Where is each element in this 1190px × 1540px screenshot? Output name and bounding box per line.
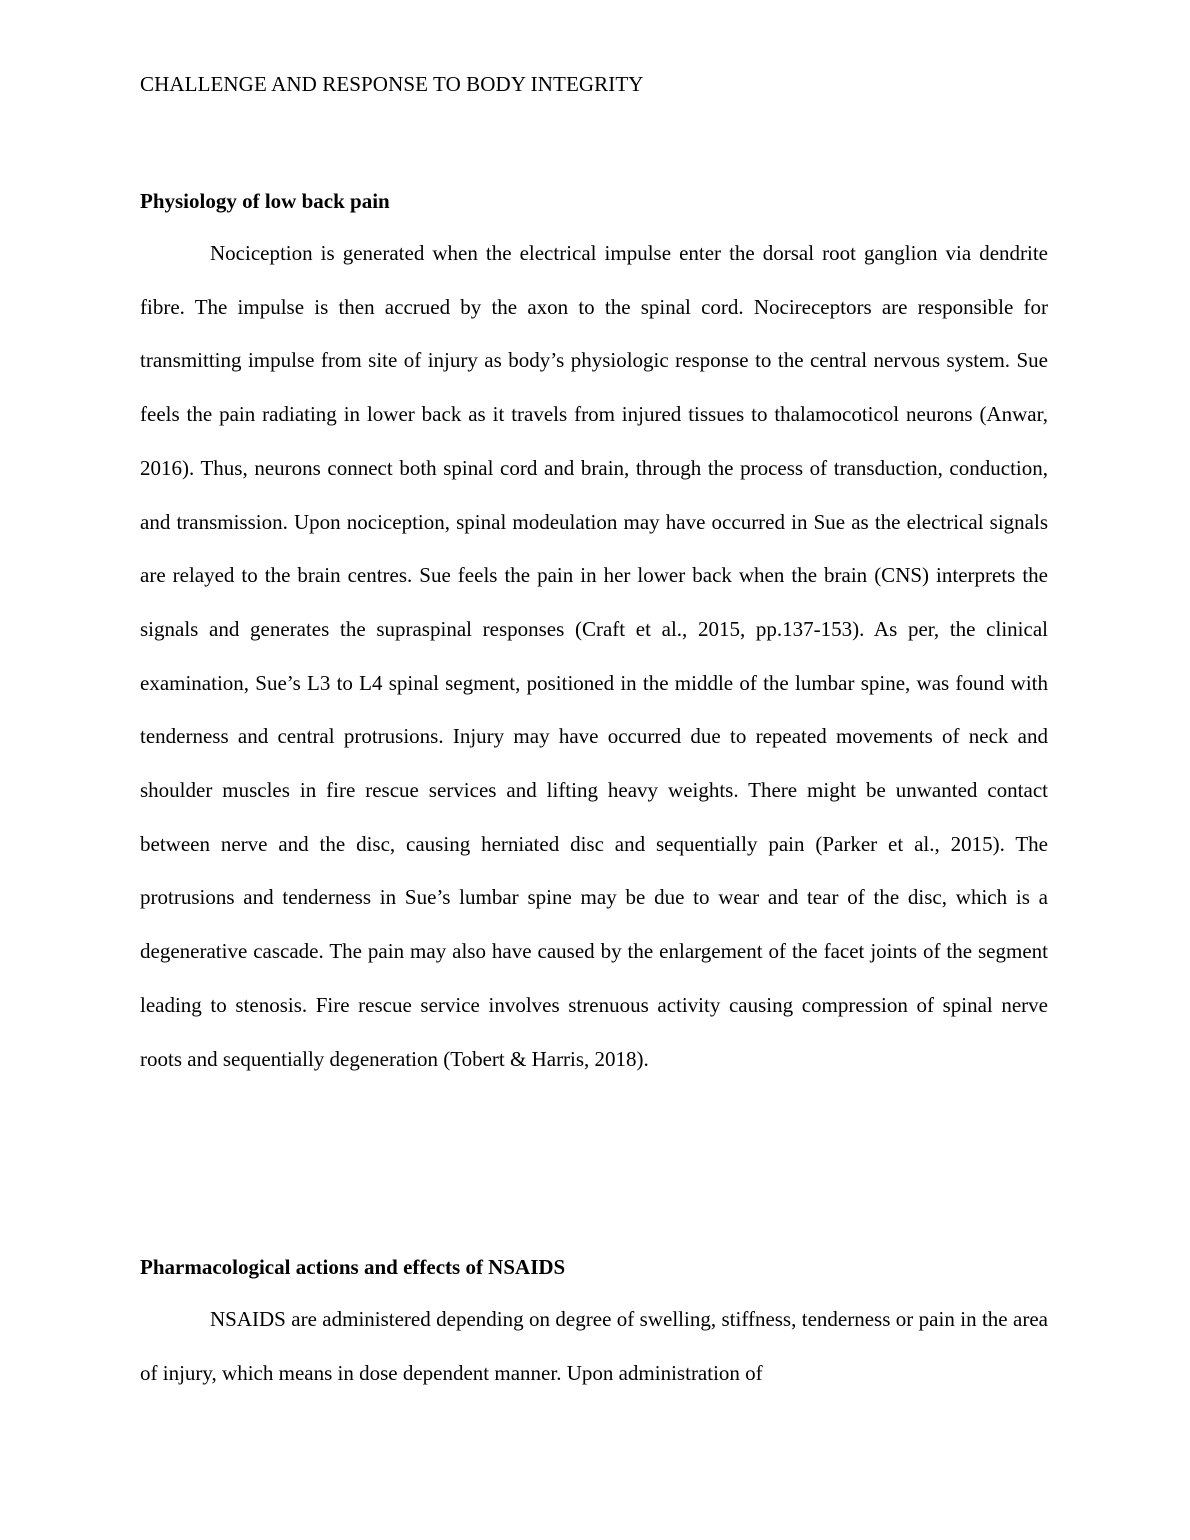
section-paragraph-physiology: Nociception is generated when the electrical impulse enter the dorsal root ganglion via dendrite fibre. The impulse is then accrued by the axon to the spinal cord. Nocireceptors are responsible for transmitting impulse from site of injury as body’s physiologic response to the central nervous system. Sue feels the pain radiating in lower back as it travels from injured tissues to thalamocoticol neurons (Anwar, 2016). Thus, neurons connect both spinal cord and brain, through the process of transduction, conduction, and transmission. Upon nociception, spinal modeulation may have occurred in Sue as the electrical signals are relayed to the brain centres. Sue feels the pain in her lower back when the brain (CNS) interprets the signals and generates the supraspinal responses (Craft et al., 2015, pp.137-153). As per, the clinical examination, Sue’s L3 to L4 spinal segment, positioned in the middle of the lumbar spine, was found with tenderness and central protrusions. Injury may have occurred due to repeated movements of neck and shoulder muscles in fire rescue services and lifting heavy weights. There might be unwanted contact between nerve and the disc, causing herniated disc and sequentially pain (Parker et al., 2015). The protrusions and tenderness in Sue’s lumbar spine may be due to wear and tear of the disc, which is a degenerative cascade. The pain may also have caused by the enlargement of the facet joints of the segment leading to stenosis. Fire rescue service involves strenuous activity causing compression of spinal nerve roots and sequentially degeneration (Tobert & Harris, 2018).	[140, 241, 1048, 1071]
section-paragraph-nsaids: NSAIDS are administered depending on degree of swelling, stiffness, tenderness or pain in the area of injury, which means in dose dependent manner. Upon administration of	[140, 1307, 1048, 1385]
section-heading-nsaids: Pharmacological actions and effects of NSAIDS	[140, 1255, 566, 1279]
section-heading-physiology: Physiology of low back pain	[140, 189, 390, 213]
running-head: CHALLENGE AND RESPONSE TO BODY INTEGRITY	[140, 72, 644, 96]
